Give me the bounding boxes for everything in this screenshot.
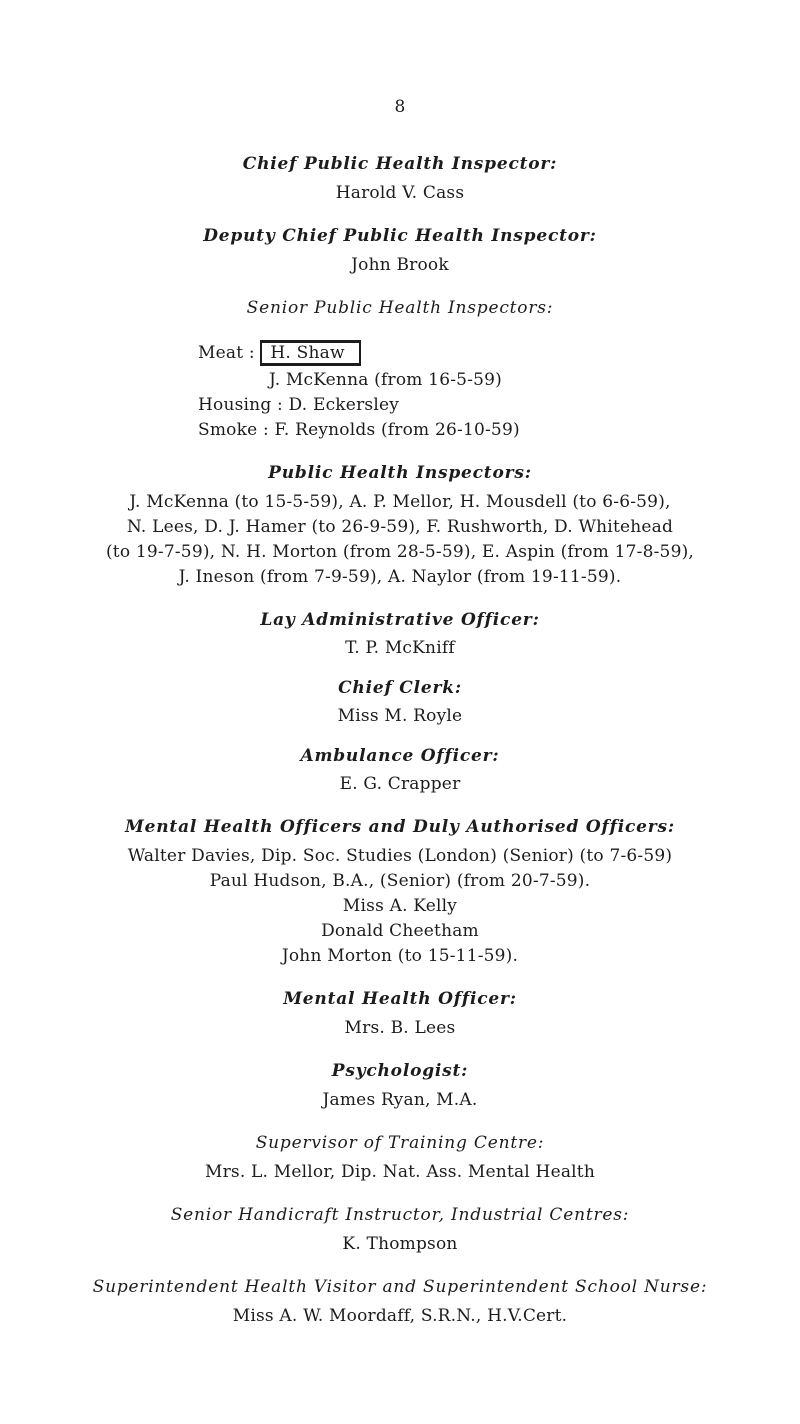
mental-health-officer-name: Mrs. B. Lees <box>344 1018 456 1038</box>
mental-health-duly-line: Donald Cheetham <box>321 921 479 941</box>
housing-name: D. Eckersley <box>288 395 400 415</box>
superintendent-heading: Superintendent Health Visitor and Superintendent School Nurse: <box>92 1277 708 1297</box>
meat-name-2: J. McKenna (from 16-5-59) <box>269 370 502 390</box>
deputy-chief-phi-name: John Brook <box>351 255 449 275</box>
mental-health-duly-line: Walter Davies, Dip. Soc. Studies (London) (Senior) (to 7-6-59) <box>127 846 673 866</box>
senior-phi-heading: Senior Public Health Inspectors: <box>246 298 554 318</box>
ambulance-heading: Ambulance Officer: <box>300 746 500 766</box>
phi-line: N. Lees, D. J. Hamer (to 26-9-59), F. Rushworth, D. Whitehead <box>126 517 674 537</box>
meat-row <box>198 340 718 366</box>
meat-label: Meat : <box>198 343 255 363</box>
phi-line: (to 19-7-59), N. H. Morton (from 28-5-59), E. Aspin (from 17-8-59), <box>105 542 695 562</box>
chief-clerk-name: Miss M. Royle <box>337 706 463 726</box>
handicraft-heading: Senior Handicraft Instructor, Industrial Centres: <box>170 1205 630 1225</box>
mental-health-duly-heading: Mental Health Officers and Duly Authorised Officers: <box>125 817 675 837</box>
smoke-row <box>198 419 718 441</box>
supervisor-training-heading: Supervisor of Training Centre: <box>255 1133 545 1153</box>
lay-admin-heading: Lay Administrative Officer: <box>260 610 540 630</box>
lay-admin-name: T. P. McKniff <box>345 638 455 658</box>
mental-health-duly-line: Paul Hudson, B.A., (Senior) (from 20-7-59). <box>209 871 591 891</box>
page-number: 8 <box>394 97 406 117</box>
chief-phi-heading: Chief Public Health Inspector: <box>242 154 558 174</box>
psychologist-heading: Psychologist: <box>331 1061 469 1081</box>
ambulance-name: E. G. Crapper <box>339 774 461 794</box>
housing-label: Housing : <box>198 395 283 415</box>
meat-name-boxed: H. Shaw <box>260 340 360 366</box>
mental-health-duly-line: John Morton (to 15-11-59). <box>281 946 519 966</box>
phi-line: J. Ineson (from 7-9-59), A. Naylor (from 19-11-59). <box>178 567 622 587</box>
phi-line: J. McKenna (to 15-5-59), A. P. Mellor, H. Mousdell (to 6-6-59), <box>129 492 671 512</box>
mental-health-duly-line: Miss A. Kelly <box>342 896 458 916</box>
supervisor-training-name: Mrs. L. Mellor, Dip. Nat. Ass. Mental Health <box>204 1162 595 1182</box>
superintendent-name: Miss A. W. Moordaff, S.R.N., H.V.Cert. <box>232 1306 568 1326</box>
chief-phi-name: Harold V. Cass <box>335 183 465 203</box>
housing-row <box>198 394 718 416</box>
smoke-name: F. Reynolds (from 26-10-59) <box>274 420 520 440</box>
smoke-label: Smoke : <box>198 420 269 440</box>
psychologist-name: James Ryan, M.A. <box>322 1090 478 1110</box>
handicraft-name: K. Thompson <box>342 1234 458 1254</box>
deputy-chief-phi-heading: Deputy Chief Public Health Inspector: <box>203 226 597 246</box>
phi-heading: Public Health Inspectors: <box>268 463 532 483</box>
mental-health-officer-heading: Mental Health Officer: <box>283 989 517 1009</box>
chief-clerk-heading: Chief Clerk: <box>338 678 462 698</box>
